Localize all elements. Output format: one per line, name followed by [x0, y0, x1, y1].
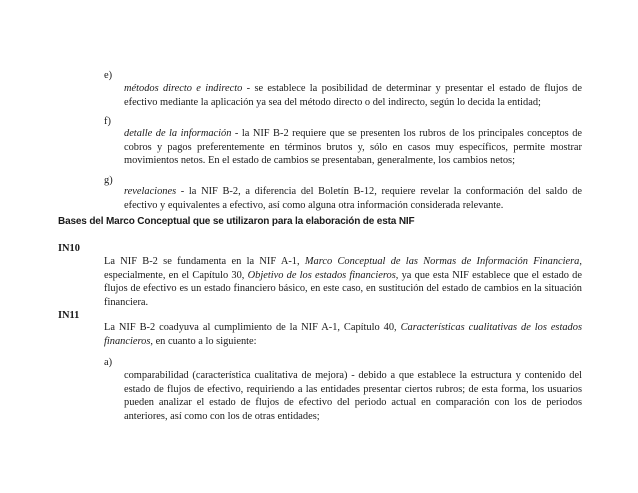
paragraph-in11: [104, 321, 582, 348]
item-f-body: - la NIF B-2 requiere que se presenten los rubros de los principales conceptos de cobros y pagos preferentemente en términos brutos y, sólo en casos muy específicos, permite mostrar movimientos netos. En el estado de cambios se presentaban, generalmente, los cambios netos;: [124, 128, 582, 167]
item-a-text: comparabilidad (característica cualitativa de mejora) - debido a que establece la estructura y contenido del estado de flujos de efectivo, requiriendo a las entidades presentar ciertos rubros; de esta forma, los usuarios pueden analizar el estado de flujos de efectivo del periodo actual en comparación con los de periodos anteriores, así como con los de otras entidades;: [124, 370, 582, 422]
in10-text-1: La NIF B-2 se fundamenta en la NIF A-1,: [104, 256, 305, 267]
item-g-body: - la NIF B-2, a diferencia del Boletín B-12, requiere revelar la conformación del saldo de efectivo y equivalentes a efectivo, así como alguna otra información considerada relevante.: [124, 186, 582, 211]
in11-ref-caracteristicas: Características cualitativas de los estados financieros: [104, 322, 582, 347]
item-e-text: [124, 82, 582, 109]
in10-ref-objetivo: Objetivo de los estados financieros: [247, 269, 396, 281]
in10-text-2: , especialmente, en el Capítulo 30,: [104, 256, 582, 281]
in11-text-1: La NIF B-2 coadyuva al cumplimiento de la NIF A-1, Capítulo 40,: [104, 322, 401, 333]
section-heading: Bases del Marco Conceptual que se utilizaron para la elaboración de esta NIF: [58, 216, 415, 227]
paragraph-id-in11: IN11: [58, 310, 80, 321]
item-g-term: revelaciones: [124, 186, 177, 197]
item-f-term: detalle de la información: [124, 128, 232, 139]
item-a-label: a): [104, 357, 113, 368]
item-f-text: [124, 127, 582, 168]
paragraph-in10: [104, 255, 582, 309]
in10-ref-marco: Marco Conceptual de las Normas de Información Financiera: [304, 256, 580, 267]
in11-text-2: , en cuanto a lo siguiente:: [150, 335, 257, 347]
item-e-body: - se establece la posibilidad de determinar y presentar el estado de flujos de efectivo mediante la aplicación ya sea del método directo o del indirecto, según lo decida la entidad;: [124, 83, 582, 108]
item-e-term: métodos directo e indirecto: [124, 83, 243, 94]
item-e-label: e): [104, 70, 113, 81]
paragraph-id-in10: IN10: [58, 243, 80, 254]
in10-text-3: , ya que esta NIF establece que el estado de flujos de efectivo es un estado financiero básico, en este caso, en sustitución del estado de cambios en la situación financiera.: [104, 269, 582, 308]
item-g-label: g): [104, 175, 113, 186]
item-g-text: [124, 185, 582, 212]
item-f-label: f): [104, 116, 111, 127]
